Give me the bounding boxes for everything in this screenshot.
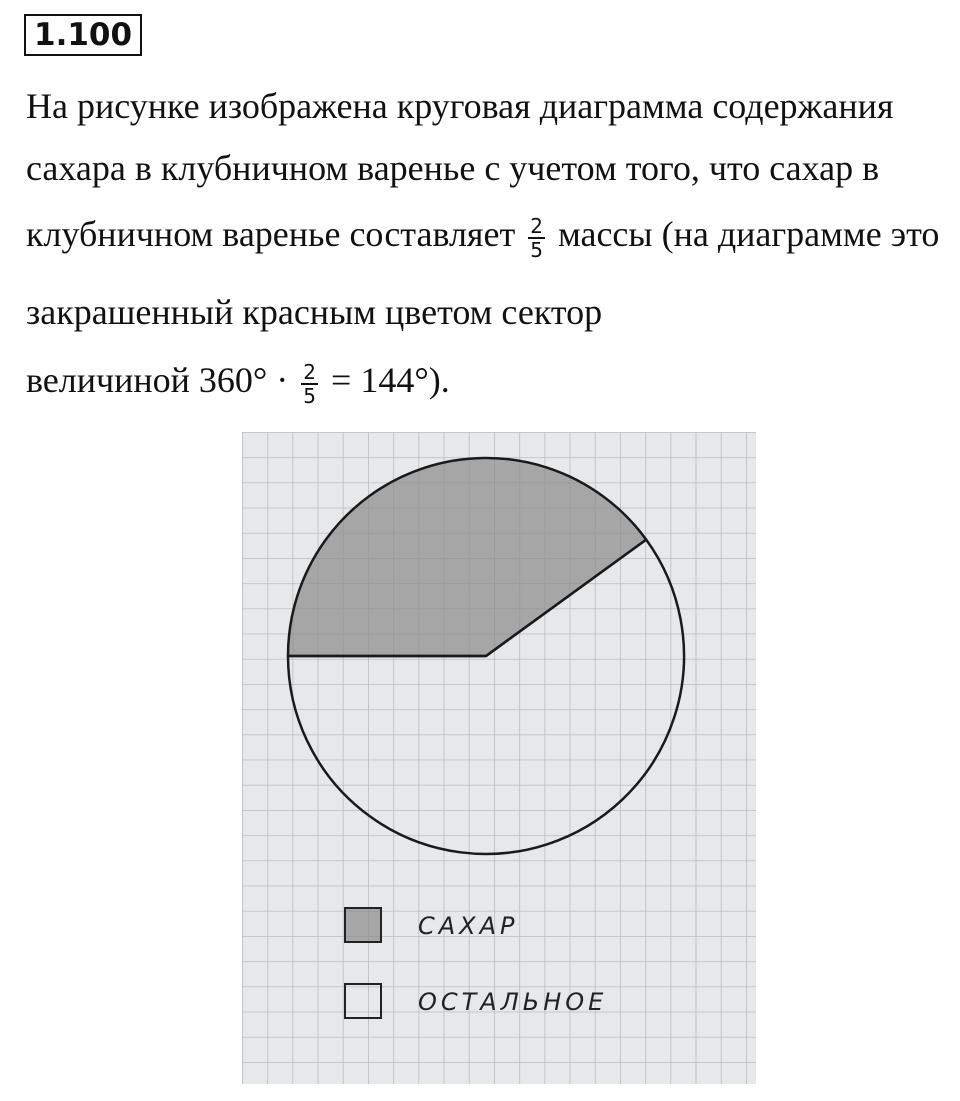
fraction-numerator: 2 <box>303 359 317 384</box>
problem-number: 1.100 <box>24 14 142 56</box>
problem-text-line-1: На рисунке изображена круговая диаграмма содержания <box>26 86 894 126</box>
fraction-denominator: 5 <box>303 383 317 408</box>
pie-slices <box>288 458 684 854</box>
line-5-start: величиной 360° · <box>26 360 289 400</box>
line-3-start: клубничном варенье составляет <box>26 214 516 254</box>
line-5-end: = 144°). <box>331 360 450 400</box>
problem-text-line-4: закрашенный красным цветом сектор <box>26 292 603 332</box>
fraction-two-fifths-second <box>301 361 318 407</box>
fraction-numerator: 2 <box>530 213 543 238</box>
problem-text-line-5 <box>26 360 946 407</box>
line-3-end: массы (на диаграмме это <box>557 214 940 254</box>
problem-text-line-2: сахара в клубничном варенье с учетом того, что сахар в <box>26 148 880 188</box>
legend-label-sugar: САХАР <box>418 912 519 940</box>
problem-text-line-3 <box>26 214 946 261</box>
pie-chart-figure <box>242 432 756 1084</box>
fraction-two-fifths <box>528 215 545 261</box>
legend-swatch-rest <box>345 984 381 1018</box>
legend-label-rest: ОСТАЛЬНОЕ <box>418 988 608 1016</box>
legend-swatch-sugar <box>345 908 381 942</box>
pie-chart-svg <box>242 432 756 1084</box>
fraction-denominator: 5 <box>530 237 543 262</box>
